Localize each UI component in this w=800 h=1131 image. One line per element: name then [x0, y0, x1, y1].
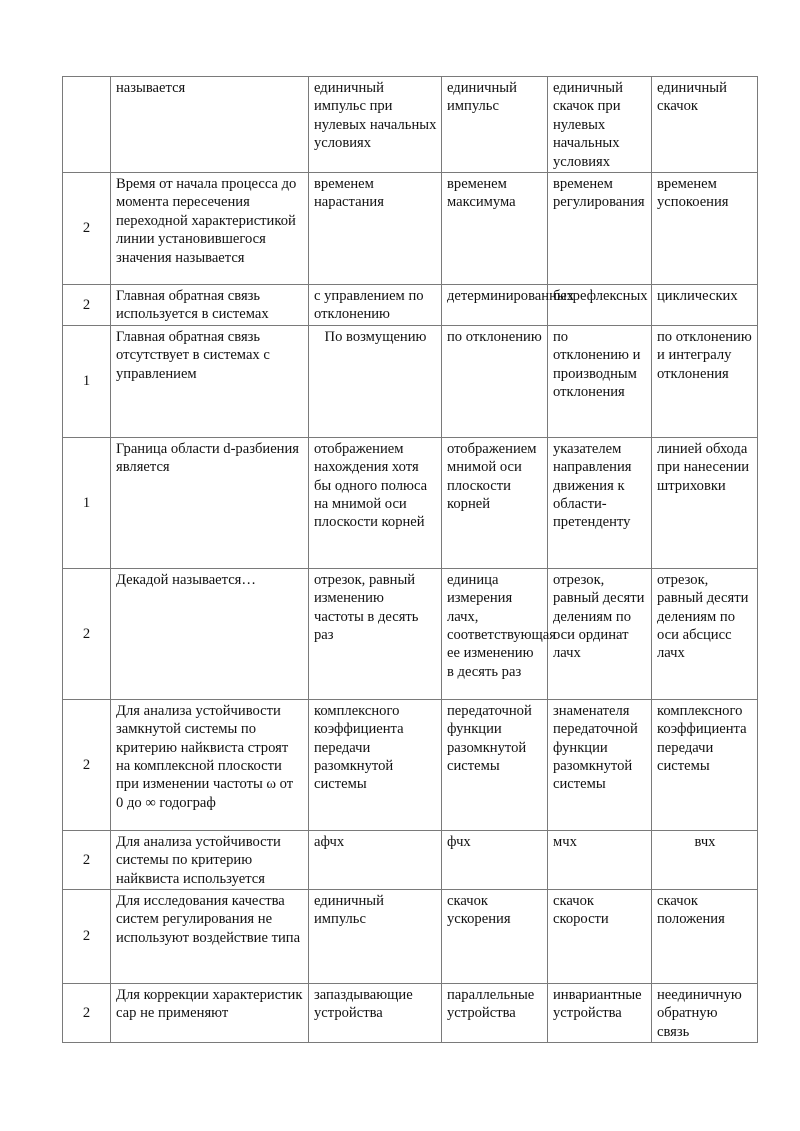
option-cell: отображением мнимой оси плоскости корней — [442, 437, 548, 568]
question-cell: Главная обратная связь отсутствует в системах с управлением — [111, 325, 309, 437]
option-cell: единица измерения лачх, соответствующая ее изменению в десять раз — [442, 568, 548, 699]
option-cell: по отклонению и производным отклонения — [548, 325, 652, 437]
option-cell: отрезок, равный изменению частоты в десять раз — [309, 568, 442, 699]
question-cell: Для исследования качества систем регулирования не используют воздействие типа — [111, 890, 309, 984]
option-cell: отрезок, равный десяти делениям по оси ординат лачх — [548, 568, 652, 699]
question-cell: Для анализа устойчивости замкнутой системы по критерию найквиста строят на комплексной плоскости при изменении частоты ω от 0 до ∞ годограф — [111, 699, 309, 830]
option-cell: передаточной функции разомкнутой системы — [442, 699, 548, 830]
table-row — [63, 699, 758, 830]
option-cell: с управлением по отклонению — [309, 285, 442, 326]
option-cell: линией обхода при нанесении штриховки — [652, 437, 758, 568]
weight-cell: 2 — [63, 830, 111, 889]
weight-cell — [63, 77, 111, 173]
option-cell: единичный импульс — [309, 890, 442, 984]
question-cell: Главная обратная связь используется в системах — [111, 285, 309, 326]
option-cell: запаздывающие устройства — [309, 984, 442, 1043]
option-cell: неединичную обратную связь — [652, 984, 758, 1043]
weight-cell: 2 — [63, 285, 111, 326]
weight-cell: 2 — [63, 173, 111, 285]
table-row — [63, 830, 758, 889]
option-cell: временем максимума — [442, 173, 548, 285]
question-cell: Для анализа устойчивости системы по критерию найквиста используется — [111, 830, 309, 889]
option-cell: инвариантные устройства — [548, 984, 652, 1043]
weight-cell: 1 — [63, 325, 111, 437]
question-cell: называется — [111, 77, 309, 173]
option-cell: скачок ускорения — [442, 890, 548, 984]
option-cell: по отклонению и интегралу отклонения — [652, 325, 758, 437]
table-row — [63, 285, 758, 326]
option-cell: единичный импульс — [442, 77, 548, 173]
option-cell: комплексного коэффициента передачи разомкнутой системы — [309, 699, 442, 830]
option-cell: параллельные устройства — [442, 984, 548, 1043]
option-cell: по отклонению — [442, 325, 548, 437]
option-cell: отображением нахождения хотя бы одного полюса на мнимой оси плоскости корней — [309, 437, 442, 568]
weight-cell: 2 — [63, 984, 111, 1043]
option-cell: безрефлексных — [548, 285, 652, 326]
option-cell: временем регулирования — [548, 173, 652, 285]
option-cell: единичный скачок при нулевых начальных условиях — [548, 77, 652, 173]
table-row — [63, 984, 758, 1043]
option-cell: отрезок, равный десяти делениям по оси абсцисс лачх — [652, 568, 758, 699]
option-cell: По возмущению — [309, 325, 442, 437]
table-row — [63, 568, 758, 699]
option-cell: скачок скорости — [548, 890, 652, 984]
weight-cell: 2 — [63, 568, 111, 699]
question-cell: Для коррекции характеристик сар не применяют — [111, 984, 309, 1043]
question-cell: Время от начала процесса до момента пересечения переходной характеристикой линии установившегося значения называется — [111, 173, 309, 285]
table-row — [63, 77, 758, 173]
option-cell: фчх — [442, 830, 548, 889]
option-cell: знаменателя передаточной функции разомкнутой системы — [548, 699, 652, 830]
question-cell: Граница области d-разбиения является — [111, 437, 309, 568]
option-cell: афчх — [309, 830, 442, 889]
question-cell: Декадой называется… — [111, 568, 309, 699]
option-cell: детерминированных — [442, 285, 548, 326]
weight-cell: 2 — [63, 890, 111, 984]
table-row — [63, 890, 758, 984]
option-cell: указателем направления движения к области-претенденту — [548, 437, 652, 568]
table-row — [63, 173, 758, 285]
table-row — [63, 437, 758, 568]
option-cell: единичный импульс при нулевых начальных условиях — [309, 77, 442, 173]
test-table — [62, 76, 758, 1043]
option-cell: циклических — [652, 285, 758, 326]
option-cell: комплексного коэффициента передачи системы — [652, 699, 758, 830]
option-cell: временем успокоения — [652, 173, 758, 285]
option-cell: мчх — [548, 830, 652, 889]
option-cell: скачок положения — [652, 890, 758, 984]
option-cell: единичный скачок — [652, 77, 758, 173]
table-row — [63, 325, 758, 437]
option-cell: временем нарастания — [309, 173, 442, 285]
option-cell: вчх — [652, 830, 758, 889]
weight-cell: 1 — [63, 437, 111, 568]
weight-cell: 2 — [63, 699, 111, 830]
